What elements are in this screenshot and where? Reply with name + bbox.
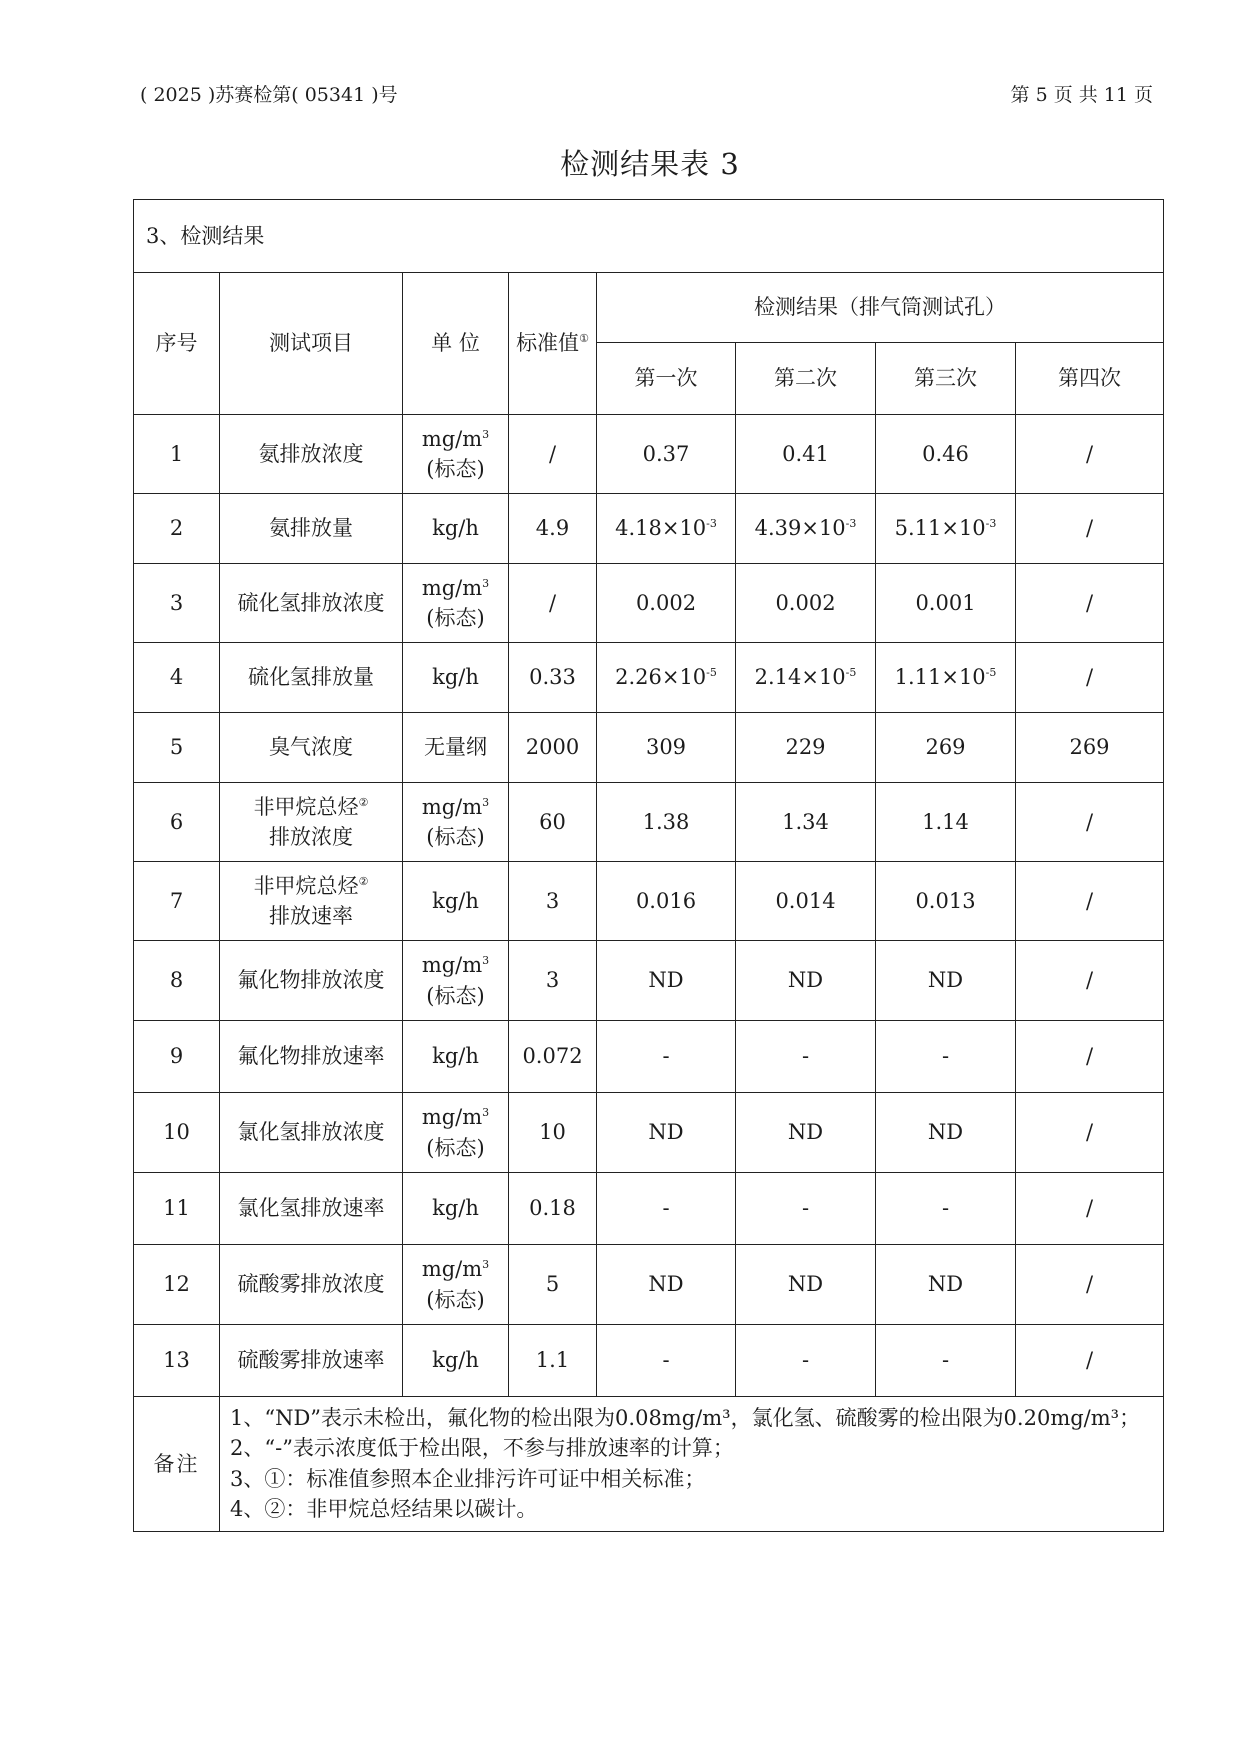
result-run-4 [1016, 713, 1164, 783]
result-run-2 [736, 494, 876, 564]
row-number [134, 415, 220, 494]
standard-value [509, 1245, 597, 1325]
result-value: / [1085, 809, 1094, 834]
result-exponent: -3 [706, 517, 717, 531]
unit-text: mg/m [421, 1105, 483, 1130]
unit-condition: (标态) [426, 457, 485, 481]
table-row [134, 1173, 1164, 1245]
result-run-4 [1016, 415, 1164, 494]
standard-value [509, 643, 597, 713]
test-item [220, 1325, 403, 1397]
result-run-1 [597, 713, 736, 783]
col-header-run-4: 第四次 [1016, 343, 1164, 415]
row-number [134, 862, 220, 941]
result-value: ND [927, 1120, 964, 1145]
test-item-text: 氨排放浓度 [258, 441, 364, 466]
col-header-results: 检测结果（排气筒测试孔） [597, 273, 1164, 343]
result-run-4 [1016, 1021, 1164, 1093]
row-number [134, 1021, 220, 1093]
unit [403, 415, 509, 494]
standard-value-text: / [548, 590, 557, 615]
row-number-text: 2 [169, 516, 184, 541]
table-row [134, 415, 1164, 494]
table-row [134, 1021, 1164, 1093]
result-run-1 [597, 783, 736, 862]
standard-value [509, 941, 597, 1021]
test-item [220, 1021, 403, 1093]
row-number [134, 713, 220, 783]
row-number [134, 564, 220, 643]
test-item-text: 氟化物排放浓度 [237, 968, 385, 993]
result-value: ND [787, 968, 824, 993]
result-run-2 [736, 1173, 876, 1245]
row-number-text: 3 [169, 590, 184, 615]
result-value: 2.26×10 [615, 665, 707, 690]
standard-value-text: 3 [545, 968, 560, 993]
result-run-3 [876, 941, 1016, 1021]
test-item-text: 臭气浓度 [269, 735, 353, 760]
table-row [134, 1245, 1164, 1325]
result-run-1 [597, 1093, 736, 1173]
unit-condition: (标态) [426, 1135, 485, 1160]
table-row [134, 783, 1164, 862]
result-value: 0.41 [782, 441, 829, 466]
remark-line: 1、“ND”表示未检出，氟化物的检出限为0.08mg/m³，氯化氢、硫酸雾的检出限为0.20mg/m³； [230, 1406, 1141, 1430]
remark-line: 3、①：标准值参照本企业排污许可证中相关标准； [230, 1466, 706, 1491]
result-value: ND [648, 1120, 684, 1145]
unit [403, 1245, 509, 1325]
result-run-2 [736, 1325, 876, 1397]
result-value: / [1085, 1044, 1094, 1069]
standard-value-text: 0.18 [529, 1196, 576, 1221]
unit-condition: (标态) [426, 825, 485, 849]
result-value: / [1085, 968, 1094, 993]
result-run-2 [736, 862, 876, 941]
unit [403, 713, 509, 783]
test-item-text: 氯化氢排放速率 [237, 1196, 385, 1221]
standard-value-text: 4.9 [535, 516, 570, 541]
result-value: - [801, 1348, 810, 1373]
result-value: 269 [1069, 735, 1110, 760]
result-value: ND [787, 1120, 824, 1145]
result-value: ND [787, 1272, 824, 1297]
standard-value [509, 564, 597, 643]
result-run-3 [876, 564, 1016, 643]
unit [403, 862, 509, 941]
unit-text: kg/h [432, 1348, 479, 1373]
result-run-4 [1016, 1173, 1164, 1245]
standard-value-text: / [548, 441, 557, 466]
result-run-2 [736, 1021, 876, 1093]
unit [403, 1093, 509, 1173]
remark-line: 4、②：非甲烷总烃结果以碳计。 [230, 1497, 538, 1522]
result-value: 1.34 [782, 809, 829, 834]
result-run-3 [876, 1325, 1016, 1397]
result-value: 0.37 [642, 441, 690, 466]
unit-text: mg/m [421, 953, 483, 978]
standard-value-text: 60 [539, 809, 566, 834]
row-number [134, 494, 220, 564]
result-run-1 [597, 1173, 736, 1245]
standard-value-text: 10 [539, 1120, 566, 1145]
col-header-unit: 单 位 [403, 273, 509, 415]
result-value: 0.016 [635, 888, 697, 913]
standard-value-text: 1.1 [535, 1348, 570, 1373]
unit-text: kg/h [432, 1196, 479, 1221]
result-value: / [1085, 1196, 1094, 1221]
unit [403, 783, 509, 862]
result-value: - [662, 1044, 670, 1069]
standard-value [509, 862, 597, 941]
row-number-text: 13 [163, 1348, 190, 1373]
result-run-3 [876, 783, 1016, 862]
table-row [134, 941, 1164, 1021]
row-number-text: 9 [169, 1044, 184, 1069]
row-number [134, 1093, 220, 1173]
result-run-4 [1016, 783, 1164, 862]
row-number-text: 6 [169, 809, 184, 834]
result-run-4 [1016, 1245, 1164, 1325]
standard-value [509, 713, 597, 783]
result-value: 5.11×10 [894, 516, 986, 541]
col-header-standard [509, 273, 597, 415]
standard-value [509, 783, 597, 862]
result-value: - [662, 1348, 670, 1373]
result-value: - [941, 1348, 950, 1373]
test-item-text: 氟化物排放速率 [237, 1044, 385, 1069]
row-number [134, 1245, 220, 1325]
col-header-run-1: 第一次 [597, 343, 736, 415]
test-item-text-2: 排放浓度 [269, 825, 353, 849]
unit [403, 643, 509, 713]
result-value: 0.014 [775, 888, 836, 913]
row-number [134, 941, 220, 1021]
result-value: / [1085, 516, 1094, 541]
test-item [220, 494, 403, 564]
result-value: / [1085, 1120, 1094, 1145]
row-number-text: 4 [169, 665, 184, 690]
standard-value [509, 1021, 597, 1093]
standard-value [509, 1093, 597, 1173]
unit-exponent: 3 [482, 427, 490, 441]
row-number-text: 11 [163, 1196, 190, 1221]
standard-value [509, 1173, 597, 1245]
table-row [134, 1093, 1164, 1173]
col-header-no: 序号 [134, 273, 220, 415]
test-item-note-mark: ② [358, 874, 369, 888]
result-exponent: -5 [845, 666, 857, 680]
section-heading: 3、检测结果 [134, 200, 1164, 273]
result-run-1 [597, 862, 736, 941]
result-value: - [801, 1196, 810, 1221]
unit-text: mg/m [421, 575, 483, 600]
result-value: 0.46 [922, 441, 969, 466]
unit-condition: (标态) [426, 606, 485, 630]
result-value: ND [648, 968, 684, 993]
result-run-1 [597, 1021, 736, 1093]
result-run-3 [876, 1021, 1016, 1093]
test-item-text: 氯化氢排放浓度 [237, 1120, 385, 1145]
unit [403, 1325, 509, 1397]
row-number-text: 7 [169, 888, 184, 913]
result-run-2 [736, 941, 876, 1021]
remarks [220, 1397, 1164, 1532]
result-run-2 [736, 643, 876, 713]
standard-value-text: 3 [545, 888, 560, 913]
table-row [134, 564, 1164, 643]
standard-value-text: 0.072 [522, 1044, 583, 1069]
result-run-3 [876, 415, 1016, 494]
result-run-1 [597, 1245, 736, 1325]
page-number: 第 5 页 共 11 页 [1010, 84, 1153, 106]
result-run-2 [736, 564, 876, 643]
remarks-label: 备注 [134, 1397, 220, 1532]
table-row [134, 1325, 1164, 1397]
result-value: / [1085, 665, 1094, 690]
result-run-2 [736, 1245, 876, 1325]
result-value: / [1085, 590, 1094, 615]
row-number [134, 643, 220, 713]
table-row [134, 643, 1164, 713]
result-exponent: -5 [706, 666, 717, 680]
col-header-run-3: 第三次 [876, 343, 1016, 415]
result-value: 1.38 [642, 809, 690, 834]
test-item-text: 硫化氢排放浓度 [237, 590, 385, 615]
standard-note-mark: ① [579, 332, 589, 346]
col-header-run-2: 第二次 [736, 343, 876, 415]
result-run-4 [1016, 941, 1164, 1021]
result-run-3 [876, 713, 1016, 783]
result-value: 4.18×10 [615, 516, 707, 541]
row-number [134, 1173, 220, 1245]
unit [403, 941, 509, 1021]
unit-exponent: 3 [482, 954, 490, 968]
test-item-note-mark: ② [358, 795, 369, 809]
result-run-3 [876, 862, 1016, 941]
result-run-4 [1016, 643, 1164, 713]
unit-text: kg/h [432, 665, 479, 690]
result-run-1 [597, 941, 736, 1021]
unit-text: mg/m [421, 426, 483, 451]
result-value: 4.39×10 [754, 516, 846, 541]
unit-exponent: 3 [482, 795, 490, 809]
test-item-text: 氨排放量 [269, 516, 353, 541]
unit [403, 494, 509, 564]
row-number [134, 783, 220, 862]
result-value: / [1085, 441, 1094, 466]
result-value: 1.11×10 [894, 665, 986, 690]
unit [403, 564, 509, 643]
unit-text: kg/h [432, 888, 479, 913]
test-item [220, 1173, 403, 1245]
result-value: / [1085, 1272, 1094, 1297]
result-run-2 [736, 783, 876, 862]
report-number: ( 2025 )苏赛检第( 05341 )号 [140, 84, 398, 106]
result-run-4 [1016, 564, 1164, 643]
result-value: ND [927, 968, 964, 993]
result-value: 309 [645, 735, 687, 760]
result-run-1 [597, 415, 736, 494]
table-row [134, 862, 1164, 941]
result-exponent: -3 [845, 517, 857, 531]
result-value: - [941, 1044, 950, 1069]
unit-text: 无量纲 [424, 735, 487, 760]
result-run-3 [876, 494, 1016, 564]
result-value: 0.002 [775, 590, 836, 615]
row-number-text: 8 [169, 968, 184, 993]
result-run-1 [597, 643, 736, 713]
standard-value-text: 0.33 [529, 665, 576, 690]
result-run-4 [1016, 494, 1164, 564]
result-run-2 [736, 415, 876, 494]
remark-line: 2、“-”表示浓度低于检出限，不参与排放速率的计算； [230, 1436, 734, 1461]
result-run-3 [876, 1245, 1016, 1325]
result-exponent: -5 [985, 666, 997, 680]
unit-text: kg/h [432, 516, 479, 541]
unit [403, 1021, 509, 1093]
result-value: 269 [925, 735, 966, 760]
test-item-text: 硫化氢排放量 [248, 665, 374, 690]
test-item [220, 643, 403, 713]
row-number [134, 1325, 220, 1397]
col-header-item: 测试项目 [220, 273, 403, 415]
result-value: 0.013 [915, 888, 976, 913]
test-item [220, 564, 403, 643]
result-run-4 [1016, 1325, 1164, 1397]
result-run-2 [736, 713, 876, 783]
result-value: 1.14 [922, 809, 969, 834]
unit-text: mg/m [421, 794, 483, 819]
standard-value [509, 1325, 597, 1397]
result-run-3 [876, 1173, 1016, 1245]
result-run-4 [1016, 1093, 1164, 1173]
row-number-text: 10 [163, 1120, 190, 1145]
unit-exponent: 3 [482, 1258, 490, 1272]
test-item [220, 1093, 403, 1173]
row-number-text: 12 [163, 1272, 190, 1297]
unit [403, 1173, 509, 1245]
result-run-4 [1016, 862, 1164, 941]
test-item-text: 硫酸雾排放速率 [237, 1348, 385, 1373]
standard-value-text: 2000 [525, 735, 580, 760]
standard-value [509, 415, 597, 494]
test-item [220, 713, 403, 783]
result-value: ND [927, 1272, 964, 1297]
result-value: / [1085, 1348, 1094, 1373]
result-run-3 [876, 643, 1016, 713]
page-title: 检测结果表 3 [560, 147, 740, 181]
result-value: 0.002 [635, 590, 697, 615]
results-table [133, 199, 1164, 1532]
unit-exponent: 3 [482, 1106, 490, 1120]
result-exponent: -3 [985, 517, 997, 531]
table-row [134, 494, 1164, 564]
standard-label: 标准值 [516, 331, 580, 356]
result-run-1 [597, 1325, 736, 1397]
unit-condition: (标态) [426, 983, 485, 1008]
test-item [220, 415, 403, 494]
result-run-3 [876, 1093, 1016, 1173]
result-value: ND [648, 1272, 684, 1297]
result-value: 229 [785, 735, 826, 760]
unit-text: mg/m [421, 1257, 483, 1282]
test-item-text: 非甲烷总烃 [253, 794, 359, 819]
table-row [134, 713, 1164, 783]
row-number-text: 1 [169, 441, 184, 466]
standard-value [509, 494, 597, 564]
result-run-2 [736, 1093, 876, 1173]
unit-text: kg/h [432, 1044, 479, 1069]
test-item-text: 硫酸雾排放浓度 [237, 1272, 385, 1297]
results-rows [134, 415, 1164, 1397]
result-value: / [1085, 888, 1094, 913]
row-number-text: 5 [169, 735, 184, 760]
test-item-text-2: 排放速率 [269, 904, 353, 928]
test-item [220, 862, 403, 941]
test-item [220, 1245, 403, 1325]
unit-exponent: 3 [482, 576, 490, 590]
standard-value-text: 5 [545, 1272, 560, 1297]
test-item [220, 783, 403, 862]
test-item [220, 941, 403, 1021]
result-value: - [662, 1196, 670, 1221]
unit-condition: (标态) [426, 1287, 485, 1312]
result-run-1 [597, 564, 736, 643]
result-value: 2.14×10 [754, 665, 846, 690]
result-value: - [941, 1196, 950, 1221]
test-item-text: 非甲烷总烃 [253, 873, 359, 898]
result-value: - [801, 1044, 810, 1069]
result-run-1 [597, 494, 736, 564]
result-value: 0.001 [915, 590, 976, 615]
